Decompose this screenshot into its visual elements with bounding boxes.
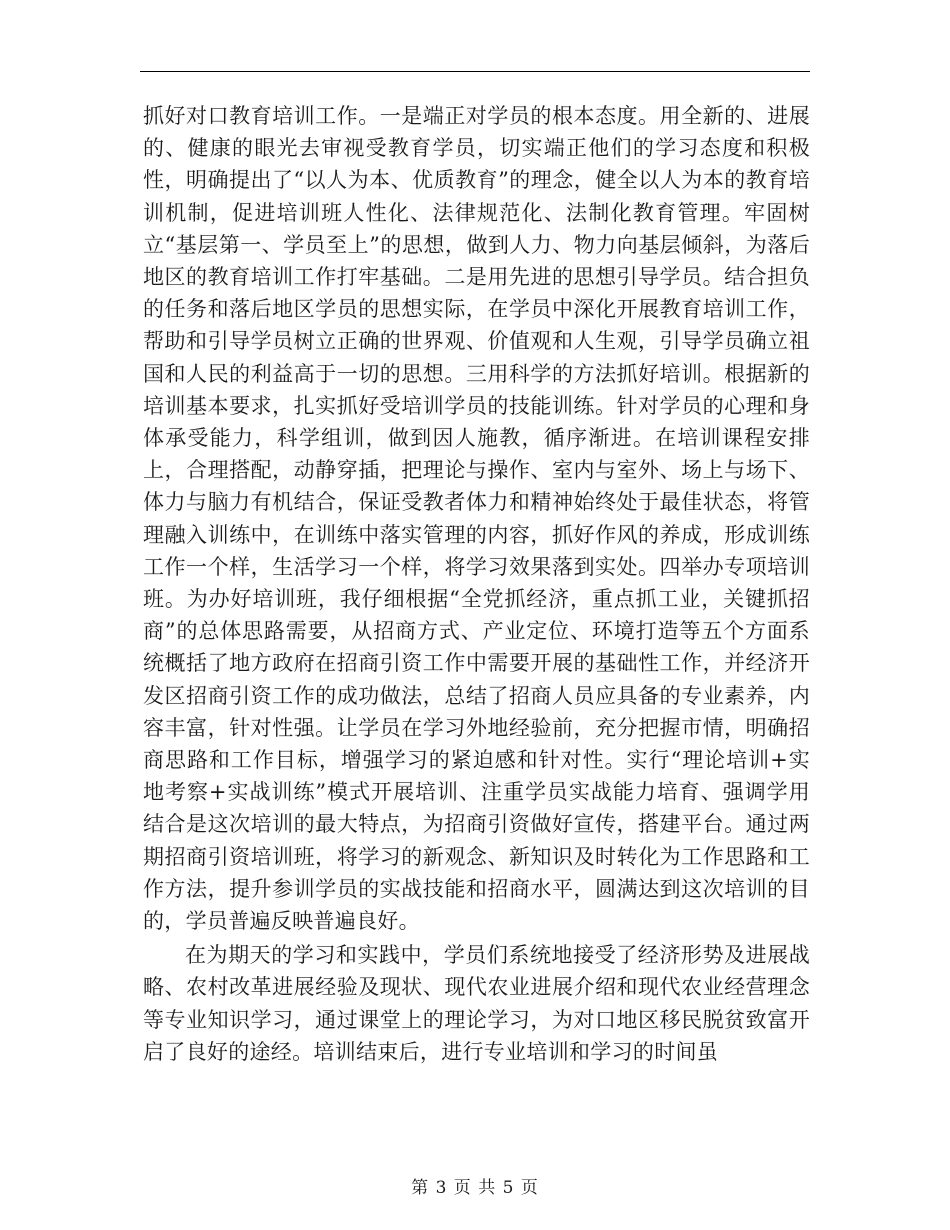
- header-rule: [140, 71, 810, 72]
- paragraph-1: 抓好对口教育培训工作。一是端正对学员的根本态度。用全新的、进展的、健康的眼光去审视受教育学员，切实端正他们的学习态度和积极性，明确提出了“以人为本、优质教育”的理念，健全以人为本的教育培训机制，促进培训班人性化、法律规范化、法制化教育管理。牢固树立“基层第一、学员至上”的思想，做到人力、物力向基层倾斜，为落后地区的教育培训工作打牢基础。二是用先进的思想引导学员。结合担负的任务和落后地区学员的思想实际，在学员中深化开展教育培训工作，帮助和引导学员树立正确的世界观、价值观和人生观，引导学员确立祖国和人民的利益高于一切的思想。三用科学的方法抓好培训。根据新的培训基本要求，扎实抓好受培训学员的技能训练。针对学员的心理和身体承受能力，科学组训，做到因人施教，循序渐进。在培训课程安排上，合理搭配，动静穿插，把理论与操作、室内与室外、场上与场下、体力与脑力有机结合，保证受教者体力和精神始终处于最佳状态，将管理融入训练中，在训练中落实管理的内容，抓好作风的养成，形成训练工作一个样，生活学习一个样，将学习效果落到实处。四举办专项培训班。为办好培训班，我仔细根据“全党抓经济，重点抓工业，关键抓招商”的总体思路需要，从招商方式、产业定位、环境打造等五个方面系统概括了地方政府在招商引资工作中需要开展的基础性工作，并经济开发区招商引资工作的成功做法，总结了招商人员应具备的专业素养，内容丰富，针对性强。让学员在学习外地经验前，充分把握市情，明确招商思路和工作目标，增强学习的紧迫感和针对性。实行“理论培训+实地考察+实战训练”模式开展培训、注重学员实战能力培育、强调学用结合是这次培训的最大特点，为招商引资做好宣传，搭建平台。通过两期招商引资培训班，将学习的新观念、新知识及时转化为工作思路和工作方法，提升参训学员的实战技能和招商水平，圆满达到这次培训的目的，学员普遍反映普遍良好。: [143, 104, 810, 934]
- document-body: [143, 100, 810, 1068]
- page-footer: 第 3 页 共 5 页: [411, 1178, 539, 1198]
- paragraph-2: 在为期天的学习和实践中，学员们系统地接受了经济形势及进展战略、农村改革进展经验及现状、现代农业进展介绍和现代农业经营理念等专业知识学习，通过课堂上的理论学习，为对口地区移民脱贫致富开启了良好的途经。培训结束后，进行专业培训和学习的时间虽: [143, 943, 810, 1064]
